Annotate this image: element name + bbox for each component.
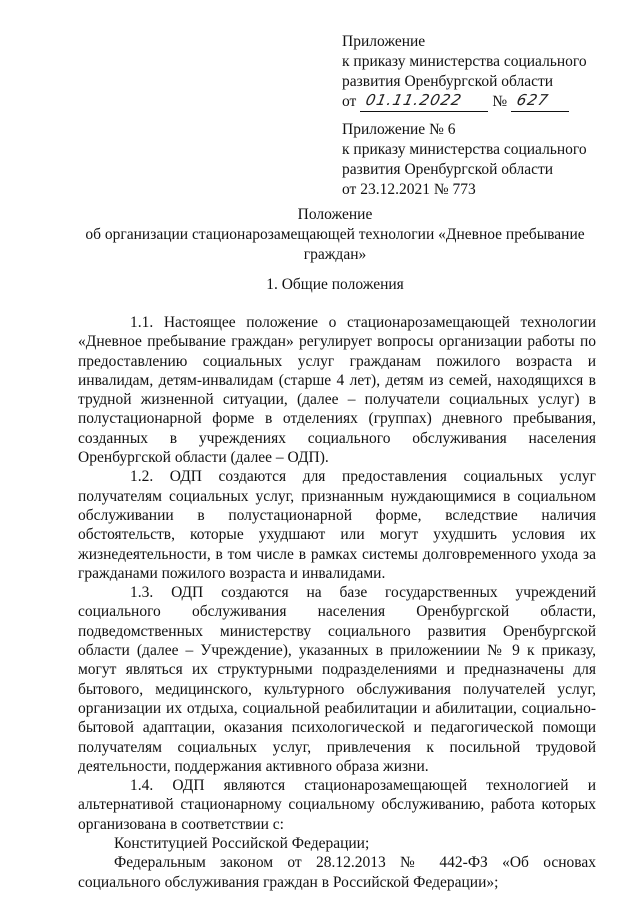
title-line2: об организации стационарозамещающей технологии «Дневное пребывание граждан»: [85, 226, 585, 263]
appendix-1-line2: к приказу министерства социального: [342, 53, 587, 70]
paragraph-1-2: 1.2. ОДП создаются для предоставления социальных услуг получателям социальных услуг, признанным нуждающимися в социальном обслуживании в полустационарной форме, вследствие наличия обстоятельств, которые ухудшают или могут ухудшить условия их жизнедеятельности, в том числе в рамках системы долговременного ухода за гражданами пожилого возраста и инвалидами.: [78, 468, 596, 582]
appendix-1-line3: развития Оренбургской области: [342, 73, 554, 90]
appendix-6-header: [342, 120, 612, 200]
appendix-1-line1: Приложение: [342, 33, 426, 50]
appendix-6-line4: от 23.12.2021 № 773: [342, 181, 476, 198]
number-field: [511, 93, 569, 112]
appendix-6-line2: к приказу министерства социального: [342, 141, 587, 158]
number-label: №: [492, 93, 508, 110]
title-line1: Положение: [297, 206, 373, 223]
list-item-federal-law: Федеральным законом от 28.12.2013 № 442-ФЗ «Об основах социального обслуживания граждан в Российской Федерации»;: [78, 854, 596, 891]
from-label: от: [342, 93, 357, 110]
appendix-1-header: [342, 32, 612, 112]
appendix-6-line3: развития Оренбургской области: [342, 161, 554, 178]
document-body: [78, 313, 596, 892]
paragraph-1-1: 1.1. Настоящее положение о стационарозамещающей технологии «Дневное пребывание граждан» регулирует вопросы организации работы по предоставлению социальных услуг гражданам пожилого возраста и инвалидам, детям-инвалидам (старше 4 лет), детям из семей, находящихся в трудной жизненной ситуации, (далее – получатели социальных услуг) в полустационарной форме в отделениях (группах) дневного пребывания, созданных в учреждениях социального обслуживания населения Оренбургской области (далее – ОДП).: [78, 314, 596, 467]
document-title: [60, 205, 610, 265]
section-heading: 1. Общие положения: [266, 276, 404, 293]
handwritten-date: 01.11.2022: [364, 91, 465, 109]
list-item-constitution: Конституцией Российской Федерации;: [114, 835, 370, 853]
handwritten-number: 627: [515, 91, 551, 109]
date-field: [360, 93, 488, 112]
paragraph-1-4: 1.4. ОДП являются стационарозамещающей технологией и альтернативой стационарному социальному обслуживанию, работа которых организована в соответствии с:: [78, 777, 596, 833]
paragraph-1-3: 1.3. ОДП создаются на базе государственных учреждений социального обслуживания населения Оренбургской области, подведомственных министерству социального развития Оренбургской области (далее – Учреждение), указанных в приложениии № 9 к приказу, могут являться их структурными подразделениями и предназначены для бытового, медицинского, культурного обслуживания получателей услуг, организации их отдыха, социальной реабилитации и абилитации, социально-бытовой адаптации, оказания психологической и педагогической помощи получателям социальных услуг, привлечения к посильной трудовой деятельности, поддержания активного образа жизни.: [78, 584, 596, 775]
appendix-6-line1: Приложение № 6: [342, 121, 456, 138]
appendix-1-date-line: [342, 92, 612, 112]
